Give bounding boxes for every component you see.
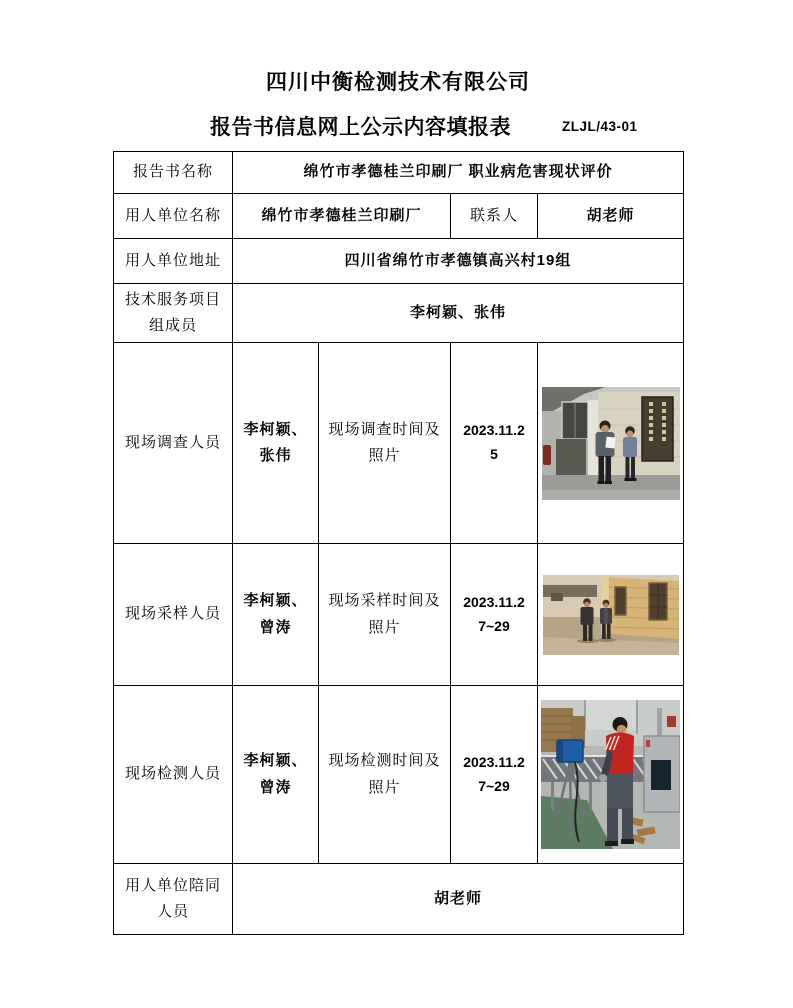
site-sampling-label: 现场采样人员 xyxy=(114,544,233,686)
report-name-value: 绵竹市孝德桂兰印刷厂 职业病危害现状评价 xyxy=(233,152,684,194)
row-project-team xyxy=(114,284,684,343)
contact-value: 胡老师 xyxy=(538,194,684,239)
row-site-testing xyxy=(114,686,684,864)
row-employer-address xyxy=(114,239,684,284)
row-employer-name xyxy=(114,194,684,239)
site-sampling-time-label: 现场采样时间及照片 xyxy=(319,544,451,686)
project-team-value: 李柯颖、张伟 xyxy=(233,284,684,343)
site-sampling-photo-cell xyxy=(538,544,684,686)
report-info-table xyxy=(113,151,684,935)
company-title: 四川中衡检测技术有限公司 xyxy=(266,71,530,94)
site-survey-staff: 李柯颖、张伟 xyxy=(233,343,319,544)
form-title-row xyxy=(113,111,683,143)
site-testing-time-value: 2023.11.27~29 xyxy=(451,686,538,864)
site-testing-time-label: 现场检测时间及照片 xyxy=(319,686,451,864)
site-survey-label: 现场调查人员 xyxy=(114,343,233,544)
doc-code: ZLJL/43-01 xyxy=(562,119,638,134)
row-escort xyxy=(114,864,684,935)
site-sampling-photo xyxy=(543,575,679,655)
form-title: 报告书信息网上公示内容填报表 xyxy=(210,116,511,139)
site-survey-photo-cell xyxy=(538,343,684,544)
employer-name-value: 绵竹市孝德桂兰印刷厂 xyxy=(233,194,451,239)
site-survey-time-label: 现场调查时间及照片 xyxy=(319,343,451,544)
row-site-survey xyxy=(114,343,684,544)
site-survey-time-value: 2023.11.25 xyxy=(451,343,538,544)
contact-label: 联系人 xyxy=(451,194,538,239)
escort-value: 胡老师 xyxy=(233,864,684,935)
employer-address-value: 四川省绵竹市孝德镇高兴村19组 xyxy=(233,239,684,284)
site-sampling-time-value: 2023.11.27~29 xyxy=(451,544,538,686)
employer-address-label: 用人单位地址 xyxy=(114,239,233,284)
site-testing-label: 现场检测人员 xyxy=(114,686,233,864)
site-testing-photo-cell xyxy=(538,686,684,864)
employer-name-label: 用人单位名称 xyxy=(114,194,233,239)
site-survey-photo xyxy=(542,387,680,500)
report-name-label: 报告书名称 xyxy=(114,152,233,194)
row-site-sampling xyxy=(114,544,684,686)
project-team-label: 技术服务项目组成员 xyxy=(114,284,233,343)
site-testing-staff: 李柯颖、曾涛 xyxy=(233,686,319,864)
site-sampling-staff: 李柯颖、曾涛 xyxy=(233,544,319,686)
escort-label: 用人单位陪同人员 xyxy=(114,864,233,935)
site-testing-photo xyxy=(541,700,680,849)
row-report-name xyxy=(114,152,684,194)
